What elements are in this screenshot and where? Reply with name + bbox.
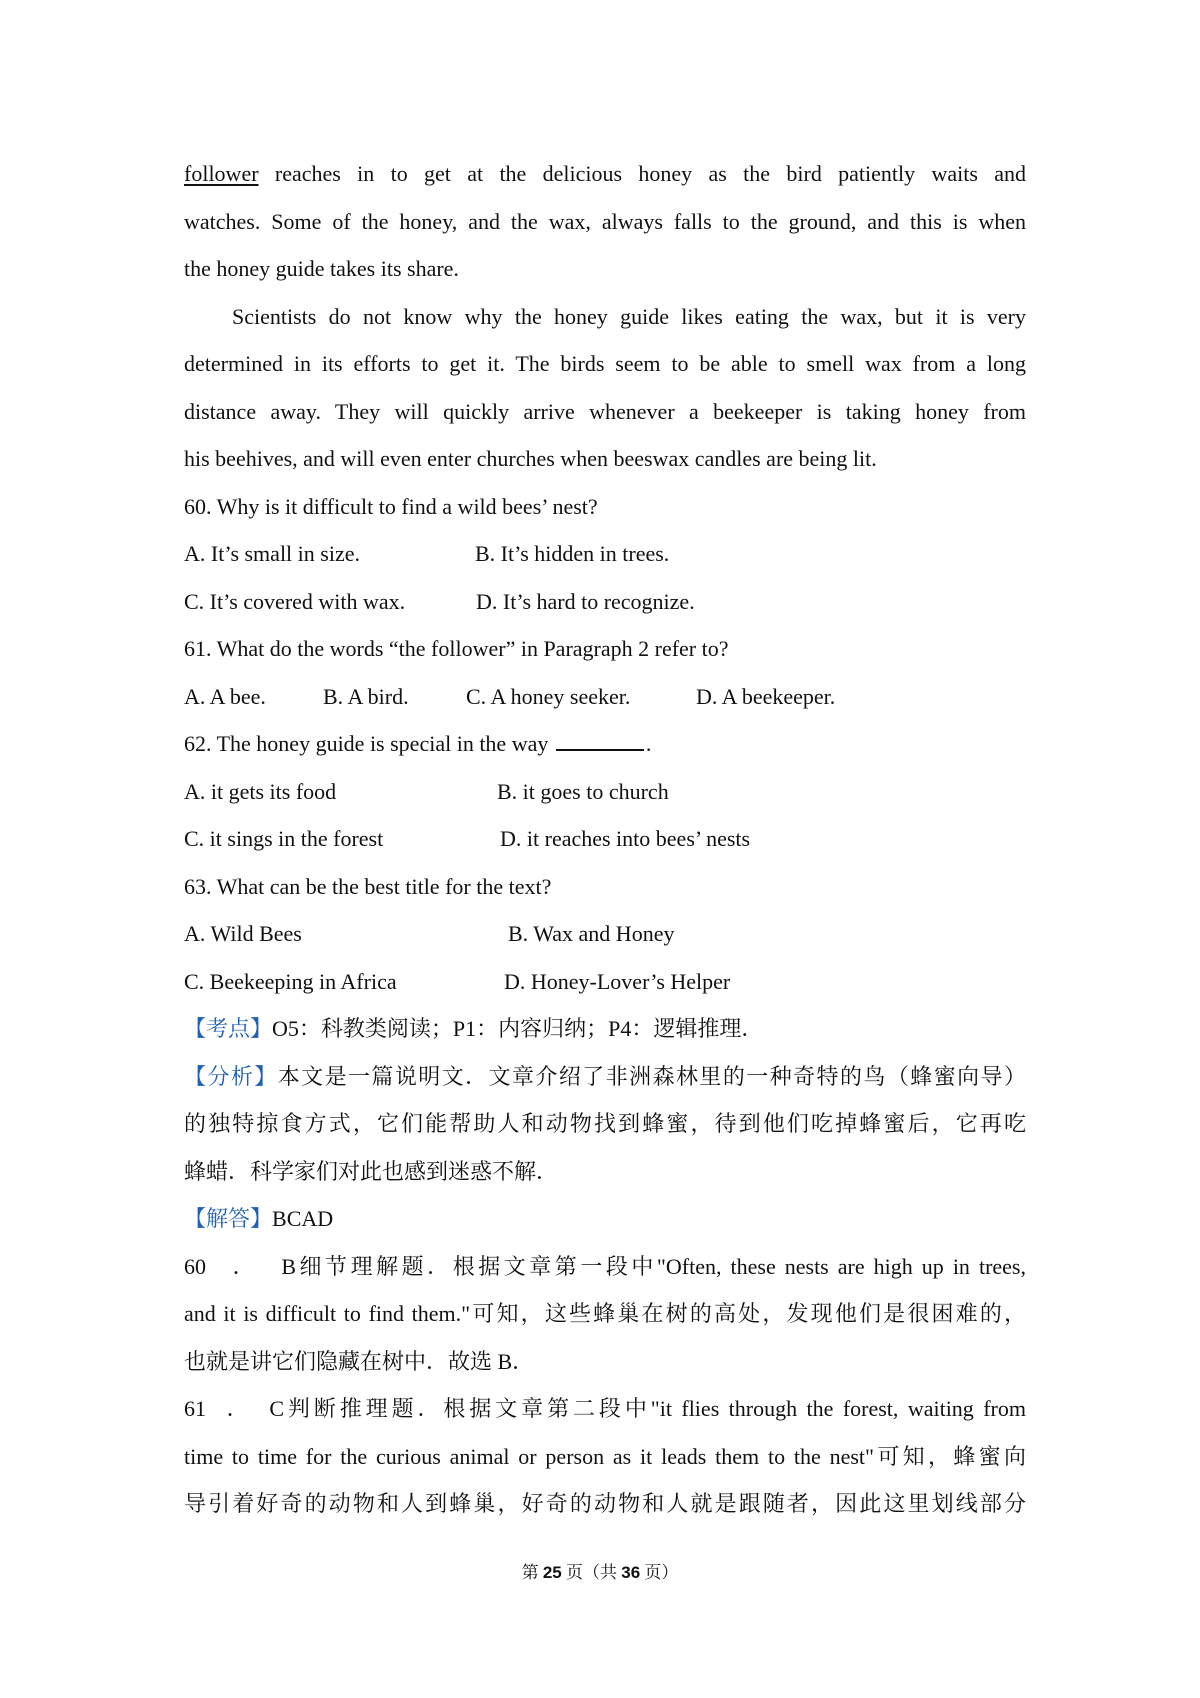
option-b: B. Wax and Honey — [508, 921, 675, 946]
option-b: B. A bird. — [323, 683, 409, 709]
option-row — [184, 673, 1026, 721]
option-d: D. A beekeeper. — [696, 683, 836, 709]
current-page-number: 25 — [542, 1563, 562, 1582]
answer-60-head: 60．B — [184, 1253, 296, 1279]
answer-60-line — [184, 1243, 1026, 1291]
total-page-number: 36 — [621, 1563, 641, 1582]
passage-line: Scientists do not know why the honey guide likes eating the wax, but it is very — [232, 303, 1026, 329]
answer-60-text: 细节理解题．根据文章第一段中"Often, these nests are high up in trees, — [296, 1253, 1026, 1279]
option-row — [184, 530, 1026, 578]
passage-text: reaches in to get at the delicious honey as the bird patiently waits and — [258, 161, 1026, 186]
question-stem: 60. Why is it difficult to find a wild bees’ nest? — [184, 493, 598, 519]
passage-line: his beehives, and will even enter churches when beeswax candles are being lit. — [184, 446, 877, 471]
kaodian-text: O5：科教类阅读；P1：内容归纳；P4：逻辑推理． — [272, 1016, 764, 1041]
passage-line: determined in its efforts to get it. The birds seem to be able to smell wax from a long — [184, 351, 1026, 376]
fenxi-text: 本文是一篇说明文．文章介绍了非洲森林里的一种奇特的鸟（蜂蜜向导） — [277, 1063, 1026, 1089]
jieda-text: BCAD — [272, 1206, 334, 1231]
jieda-line — [184, 1195, 1026, 1243]
option-c: C. It’s covered with wax. — [184, 588, 406, 614]
option-a: A. Wild Bees — [184, 921, 302, 946]
answer-61-line — [184, 1385, 1026, 1433]
kaodian-line — [184, 1005, 1026, 1053]
question-stem — [184, 720, 1026, 768]
fenxi-line: 蜂蜡．科学家们对此也感到迷惑不解． — [184, 1158, 559, 1184]
option-c: C. it sings in the forest — [184, 826, 384, 851]
answer-60-line: 也就是讲它们隐藏在树中．故选 B． — [184, 1348, 535, 1374]
answer-61-head: 61．C — [184, 1396, 284, 1421]
option-d: D. It’s hard to recognize. — [476, 588, 695, 614]
passage-line: watches. Some of the honey, and the wax, always falls to the ground, and this is when — [184, 208, 1026, 234]
option-a: A. A bee. — [184, 683, 266, 709]
document-page — [184, 150, 1026, 1528]
answer-61-line: 导引着好奇的动物和人到蜂巢，好奇的动物和人就是跟随者，因此这里划线部分 — [184, 1491, 1026, 1516]
footer-text: 第 — [521, 1563, 543, 1582]
answer-61-line: time to time for the curious animal or person as it leads them to the nest"可知，蜂蜜向 — [184, 1443, 1026, 1469]
option-d: D. it reaches into bees’ nests — [500, 826, 751, 851]
passage-line: the honey guide takes its share. — [184, 256, 459, 281]
option-row — [184, 815, 1026, 863]
answer-blank — [556, 729, 644, 751]
option-c: C. Beekeeping in Africa — [184, 968, 397, 994]
option-b: B. it goes to church — [497, 778, 669, 804]
fenxi-line — [184, 1053, 1026, 1101]
question-text: . — [645, 731, 652, 756]
option-b: B. It’s hidden in trees. — [475, 541, 670, 566]
option-c: C. A honey seeker. — [466, 683, 631, 709]
jieda-tag: 【解答】 — [184, 1206, 273, 1231]
option-a: A. It’s small in size. — [184, 541, 360, 566]
passage-line — [184, 150, 1026, 198]
answer-60-line: and it is difficult to find them."可知，这些蜂巢在树的高处，发现他们是很困难的， — [184, 1301, 1026, 1326]
kaodian-tag: 【考点】 — [184, 1016, 273, 1041]
fenxi-line: 的独特掠食方式，它们能帮助人和动物找到蜂蜜，待到他们吃掉蜂蜜后，它再吃 — [184, 1111, 1026, 1136]
question-stem: 63. What can be the best title for the text? — [184, 873, 552, 899]
option-a: A. it gets its food — [184, 778, 337, 804]
footer-text: 页（共 — [561, 1563, 622, 1582]
passage-line: distance away. They will quickly arrive whenever a beekeeper is taking honey from — [184, 398, 1026, 424]
option-row — [184, 958, 1026, 1006]
page-footer — [0, 1558, 1200, 1583]
footer-text: 页） — [640, 1563, 679, 1582]
option-row — [184, 910, 1026, 958]
underlined-word: follower — [184, 161, 259, 186]
question-stem: 61. What do the words “the follower” in Paragraph 2 refer to? — [184, 636, 729, 661]
option-row — [184, 768, 1026, 816]
question-text: 62. The honey guide is special in the way — [184, 731, 554, 756]
answer-61-text: 判断推理题．根据文章第二段中"it flies through the forest, waiting from — [284, 1396, 1026, 1421]
option-d: D. Honey-Lover’s Helper — [504, 968, 731, 994]
option-row — [184, 578, 1026, 626]
fenxi-tag: 【分析】 — [184, 1063, 278, 1089]
